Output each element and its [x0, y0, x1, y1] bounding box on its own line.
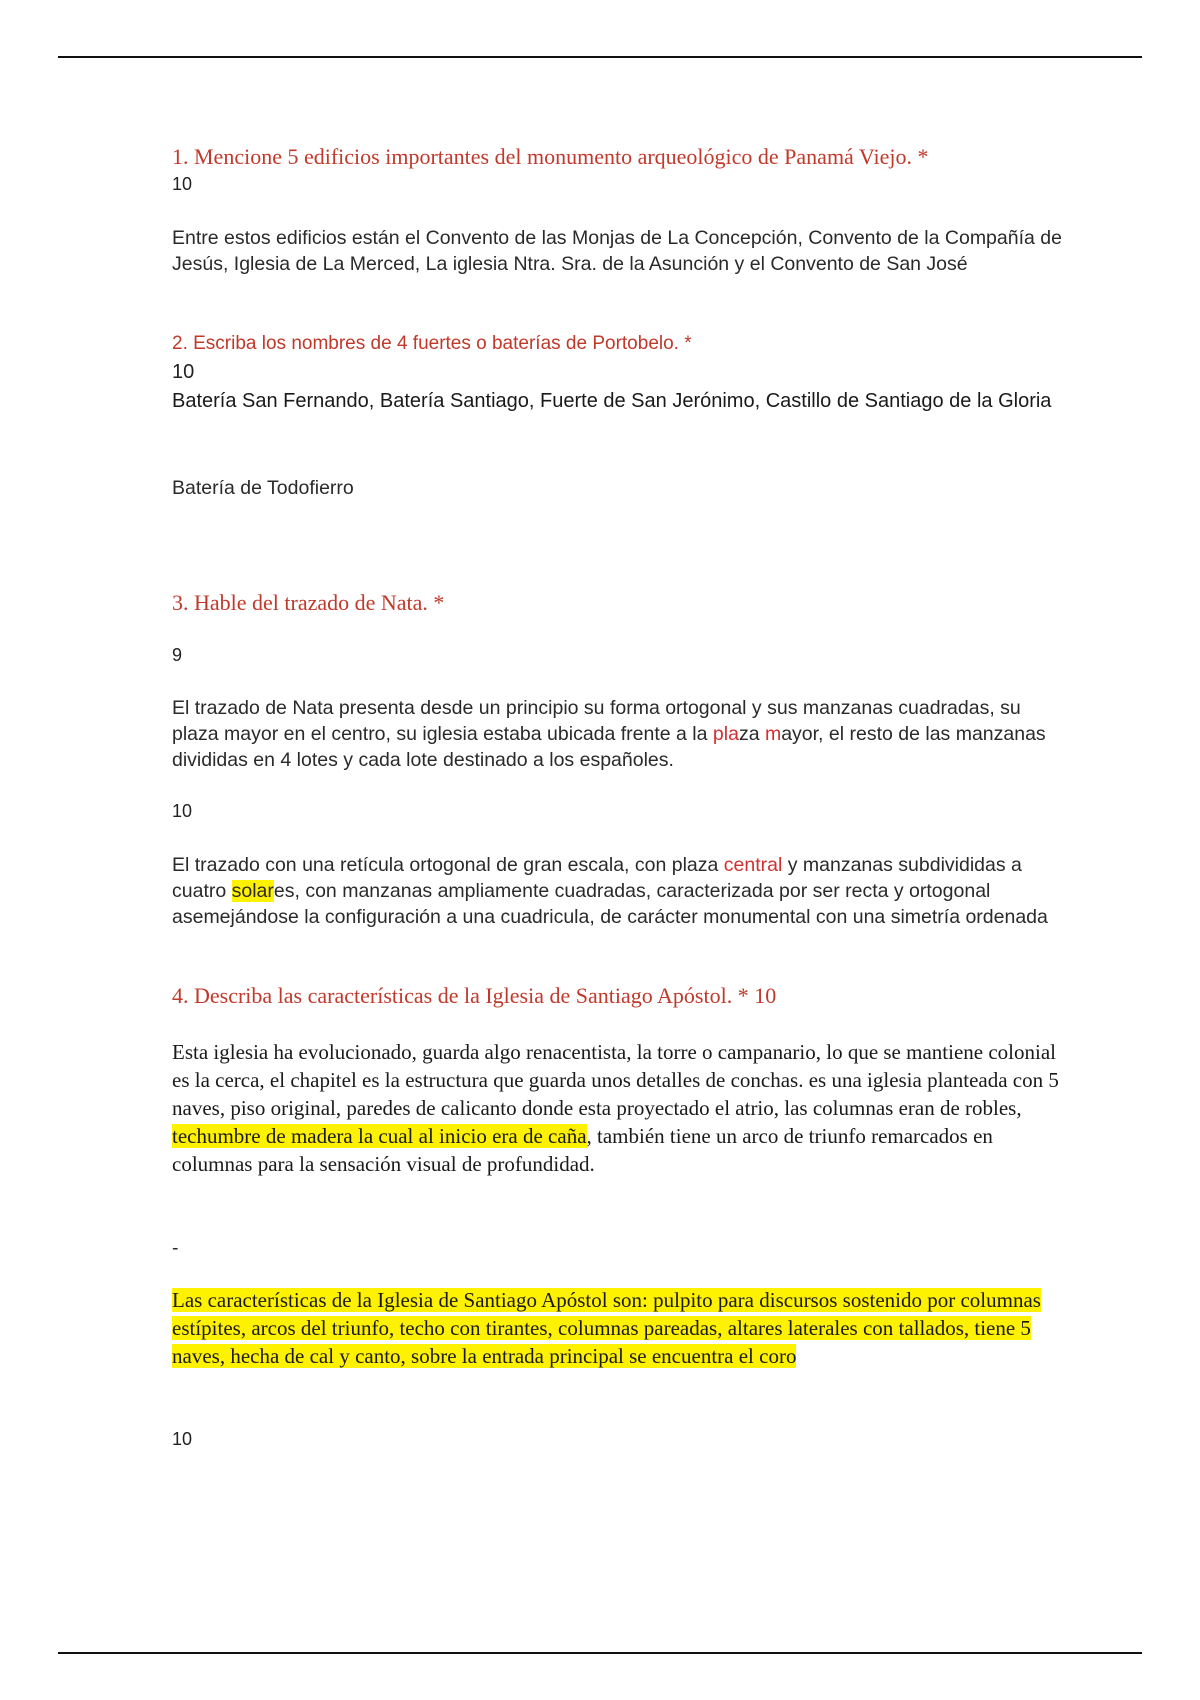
question-4-title: 4. Describa las características de la Iglesia de Santiago Apóstol. * 10	[172, 983, 777, 1008]
highlighted-text: techumbre de madera la cual al inicio era de caña	[172, 1124, 587, 1148]
question-3-answer-b: El trazado con una retícula ortogonal de gran escala, con plaza central y manzanas subdivididas a cuatro solares, con manzanas ampliamente cuadradas, caracterizada por ser recta y ortogonal asemejándose la configuración a una cuadricula, de carácter monumental con una simetría ordenada	[172, 854, 1048, 928]
highlighted-text: Las características de la Iglesia de Santiago Apóstol son: pulpito para discursos sostenido por columnas estípites, arcos del triunfo, techo con tirantes, columnas pareadas, altares laterales con tallados, tiene 5 naves, hecha de cal y canto, sobre la entrada principal se encuentra el coro	[172, 1288, 1041, 1368]
question-2-title: 2. Escriba los nombres de 4 fuertes o baterías de Portobelo. *	[172, 333, 692, 354]
question-3-score-a: 9	[172, 645, 183, 665]
answer-red-text: pla	[712, 723, 739, 745]
bottom-rule	[58, 1652, 1142, 1654]
question-1-score: 10	[172, 174, 193, 194]
question-2-score: 10	[172, 361, 195, 383]
question-4-score: 10	[172, 1429, 193, 1449]
question-2-extra: Batería de Todofierro	[172, 477, 354, 499]
question-4-answer: Esta iglesia ha evolucionado, guarda algo renacentista, la torre o campanario, lo que se mantiene colonial es la cerca, el chapitel es la estructura que guarda unos detalles de conchas. es una iglesia planteada con 5 naves, piso original, paredes de calicanto donde esta proyectado el atrio, las columnas eran de robles, techumbre de madera la cual al inicio era de caña, también tiene un arco de triunfo remarcados en columnas para la sensación visual de profundidad.	[172, 1040, 1059, 1176]
answer-red-text: central	[723, 854, 783, 876]
question-3-title: 3. Hable del trazado de Nata. *	[172, 590, 445, 615]
question-4-dash: -	[172, 1237, 179, 1259]
question-2-answer: Batería San Fernando, Batería Santiago, Fuerte de San Jerónimo, Castillo de Santiago de la Gloria	[172, 390, 1052, 412]
answer-red-text: m	[764, 723, 782, 745]
question-4-answer-b	[172, 1286, 1072, 1370]
question-1-title: 1. Mencione 5 edificios importantes del monumento arqueológico de Panamá Viejo. *	[172, 144, 929, 169]
question-1-answer: Entre estos edificios están el Convento de las Monjas de La Concepción, Convento de la Compañía de Jesús, Iglesia de La Merced, La iglesia Ntra. Sra. de la Asunción y el Convento de San José	[172, 227, 1062, 275]
highlighted-text: solar	[231, 880, 274, 902]
question-3-answer-a: El trazado de Nata presenta desde un principio su forma ortogonal y sus manzanas cuadradas, su plaza mayor en el centro, su iglesia estaba ubicada frente a la plaza mayor, el resto de las manzanas divididas en 4 lotes y cada lote destinado a los españoles.	[172, 697, 1046, 771]
top-rule	[58, 56, 1142, 58]
question-3-score-b: 10	[172, 801, 193, 821]
